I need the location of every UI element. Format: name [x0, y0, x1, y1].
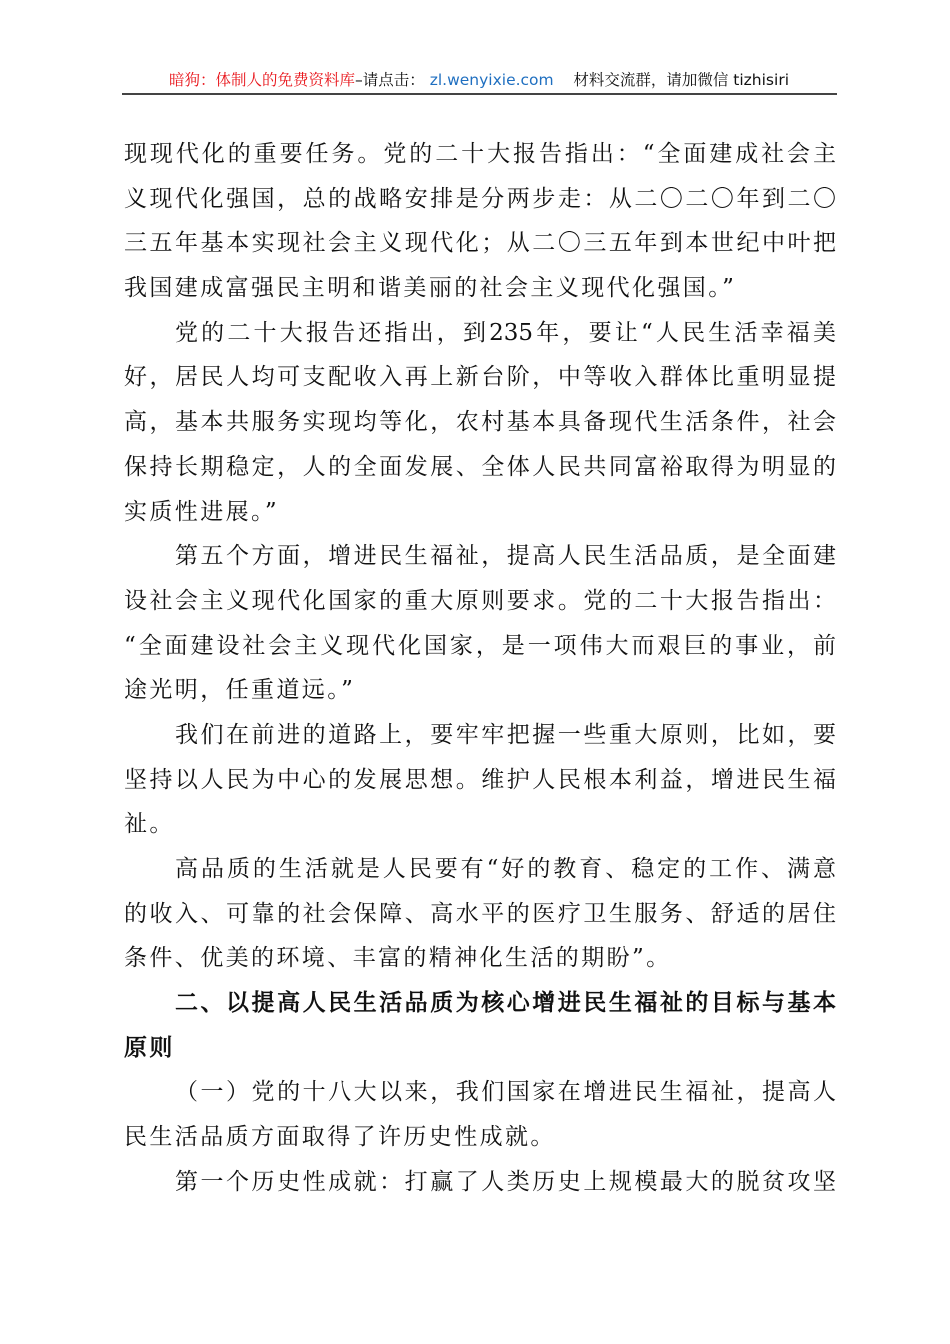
text-line: 祉。: [124, 811, 175, 838]
text-line: 现现代化的重要任务。党的二十大报告指出：“全面建成社会主: [124, 141, 836, 167]
text-line: “全面建设社会主义现代化国家，是一项伟大而艰巨的事业，前: [124, 632, 836, 659]
section-heading-line: 二、以提高人民生活品质为核心增进民生福祉的目标与基本: [175, 990, 836, 1017]
text-line: 高品质的生活就是人民要有“好的教育、稳定的工作、满意: [175, 856, 836, 882]
text-line: 我们在前进的道路上，要牢牢把握一些重大原则，比如，要: [175, 721, 836, 748]
text-line: 的收入、可靠的社会保障、高水平的医疗卫生服务、舒适的居住: [124, 900, 836, 927]
text-line: 坚持以人民为中心的发展思想。维护人民根本利益，增进民生福: [124, 766, 836, 793]
text-line: 好，居民人均可支配收入再上新台阶，中等收入群体比重明显提: [124, 364, 836, 391]
text-line: 设社会主义现代化国家的重大原则要求。党的二十大报告指出：: [124, 587, 836, 614]
text-line: 第一个历史性成就：打赢了人类历史上规模最大的脱贫攻坚: [175, 1168, 836, 1195]
text-line: 实质性进展。”: [124, 498, 280, 525]
page-header: [122, 68, 836, 92]
text-line: 途光明，任重道远。”: [124, 677, 356, 704]
header-link[interactable]: zl.wenyixie.com: [429, 71, 554, 89]
section-heading-line: 原则: [124, 1034, 175, 1061]
header-brand: 暗狗：体制人的免费资料库: [168, 71, 355, 89]
text-line: 党的二十大报告还指出，到235年，要让“人民生活幸福美: [175, 319, 836, 346]
text-line: 高，基本共服务实现均等化，农村基本具备现代生活条件，社会: [124, 409, 836, 436]
text-line: 我国建成富强民主明和谐美丽的社会主义现代化强国。”: [124, 275, 737, 302]
text-line: 义现代化强国，总的战略安排是分两步走：从二〇二〇年到二〇: [124, 185, 836, 212]
text-line: 保持长期稳定，人的全面发展、全体人民共同富裕取得为明显的: [124, 453, 836, 480]
header-divider: [122, 93, 837, 95]
header-prompt: –请点击：: [355, 71, 425, 89]
text-line: 第五个方面，增进民生福祉，提高人民生活品质，是全面建: [175, 543, 836, 570]
text-line: 三五年基本实现社会主义现代化；从二〇三五年到本世纪中叶把: [124, 230, 836, 257]
header-note: 材料交流群，请加微信 tizhisiri: [573, 71, 789, 89]
text-line: 条件、优美的环境、丰富的精神化生活的期盼”。: [124, 945, 672, 972]
document-body: [124, 132, 836, 1205]
text-line: 民生活品质方面取得了许历史性成就。: [124, 1124, 556, 1151]
text-line: （一）党的十八大以来，我们国家在增进民生福祉，提高人: [175, 1079, 836, 1106]
